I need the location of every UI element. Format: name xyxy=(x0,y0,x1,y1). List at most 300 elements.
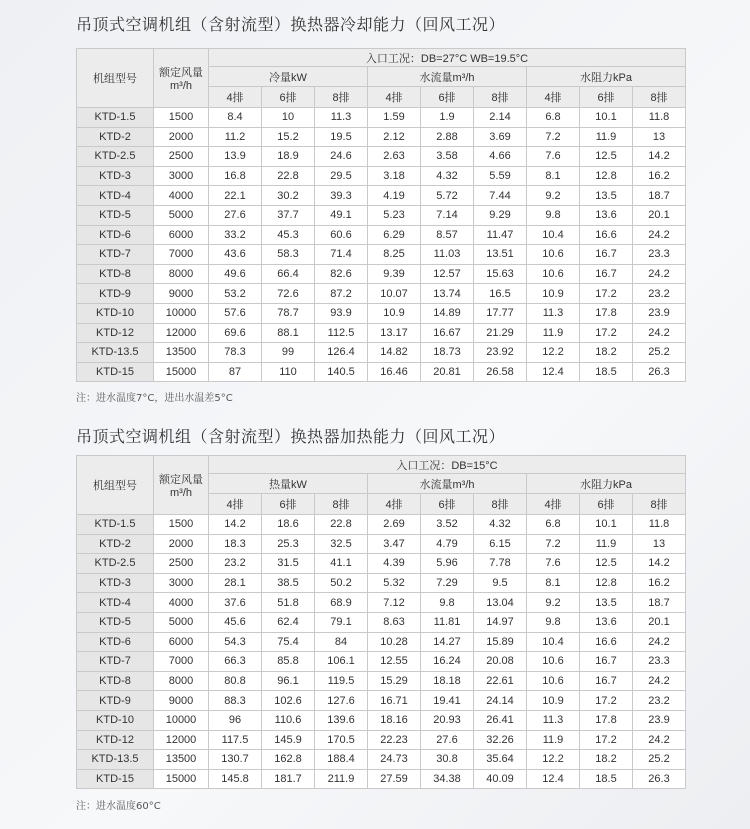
value-cell: 14.2 xyxy=(209,515,262,535)
header-rows: 6排 xyxy=(262,87,315,108)
value-cell: 3.18 xyxy=(368,166,421,186)
value-cell: 13500 xyxy=(154,750,209,770)
header-airflow xyxy=(154,49,209,108)
header-group: 水阻力kPa xyxy=(527,67,686,87)
value-cell: 15000 xyxy=(154,769,209,789)
model-cell: KTD-6 xyxy=(77,632,154,652)
value-cell: 18.2 xyxy=(580,343,633,363)
value-cell: 7.2 xyxy=(527,534,580,554)
model-cell: KTD-5 xyxy=(77,612,154,632)
value-cell: 66.3 xyxy=(209,652,262,672)
value-cell: 4.39 xyxy=(368,554,421,574)
value-cell: 35.64 xyxy=(474,750,527,770)
value-cell: 37.6 xyxy=(209,593,262,613)
model-cell: KTD-6 xyxy=(77,225,154,245)
header-rows: 8排 xyxy=(474,87,527,108)
model-cell: KTD-15 xyxy=(77,769,154,789)
table-row xyxy=(77,750,686,770)
value-cell: 10.6 xyxy=(527,264,580,284)
value-cell: 28.1 xyxy=(209,573,262,593)
table-row xyxy=(77,245,686,265)
value-cell: 18.5 xyxy=(580,769,633,789)
model-cell: KTD-2.5 xyxy=(77,147,154,167)
header-group: 冷量kW xyxy=(209,67,368,87)
value-cell: 7.29 xyxy=(421,573,474,593)
value-cell: 88.3 xyxy=(209,691,262,711)
value-cell: 24.2 xyxy=(633,671,686,691)
value-cell: 9.29 xyxy=(474,205,527,225)
value-cell: 11.2 xyxy=(209,127,262,147)
table-row xyxy=(77,225,686,245)
value-cell: 10.6 xyxy=(527,671,580,691)
value-cell: 9000 xyxy=(154,284,209,304)
value-cell: 7.6 xyxy=(527,554,580,574)
value-cell: 119.5 xyxy=(315,671,368,691)
value-cell: 8.25 xyxy=(368,245,421,265)
value-cell: 23.3 xyxy=(633,652,686,672)
value-cell: 23.3 xyxy=(633,245,686,265)
value-cell: 10.6 xyxy=(527,245,580,265)
value-cell: 23.2 xyxy=(633,691,686,711)
value-cell: 18.9 xyxy=(262,147,315,167)
value-cell: 11.81 xyxy=(421,612,474,632)
value-cell: 6000 xyxy=(154,225,209,245)
value-cell: 88.1 xyxy=(262,323,315,343)
value-cell: 16.7 xyxy=(580,264,633,284)
value-cell: 20.1 xyxy=(633,205,686,225)
table-row xyxy=(77,573,686,593)
value-cell: 11.47 xyxy=(474,225,527,245)
value-cell: 4.66 xyxy=(474,147,527,167)
value-cell: 8.63 xyxy=(368,612,421,632)
value-cell: 17.8 xyxy=(580,303,633,323)
value-cell: 45.6 xyxy=(209,612,262,632)
value-cell: 7.2 xyxy=(527,127,580,147)
header-model: 机组型号 xyxy=(77,49,154,108)
value-cell: 16.7 xyxy=(580,671,633,691)
value-cell: 16.67 xyxy=(421,323,474,343)
model-cell: KTD-5 xyxy=(77,205,154,225)
airflow-label: 额定风量 xyxy=(159,67,203,79)
value-cell: 99 xyxy=(262,343,315,363)
model-cell: KTD-1.5 xyxy=(77,515,154,535)
value-cell: 9000 xyxy=(154,691,209,711)
value-cell: 10.1 xyxy=(580,108,633,128)
heating-table-title: 吊顶式空调机组（含射流型）换热器加热能力（回风工况） xyxy=(76,427,506,446)
header-rows: 4排 xyxy=(368,494,421,515)
value-cell: 10000 xyxy=(154,303,209,323)
value-cell: 112.5 xyxy=(315,323,368,343)
value-cell: 145.8 xyxy=(209,769,262,789)
value-cell: 10.28 xyxy=(368,632,421,652)
value-cell: 23.9 xyxy=(633,303,686,323)
value-cell: 49.1 xyxy=(315,205,368,225)
value-cell: 126.4 xyxy=(315,343,368,363)
value-cell: 39.3 xyxy=(315,186,368,206)
cooling-table-title: 吊顶式空调机组（含射流型）换热器冷却能力（回风工况） xyxy=(76,15,506,34)
value-cell: 24.2 xyxy=(633,632,686,652)
value-cell: 7.12 xyxy=(368,593,421,613)
value-cell: 2000 xyxy=(154,534,209,554)
value-cell: 10.4 xyxy=(527,632,580,652)
value-cell: 6000 xyxy=(154,632,209,652)
value-cell: 8000 xyxy=(154,671,209,691)
value-cell: 87 xyxy=(209,362,262,382)
value-cell: 12.2 xyxy=(527,750,580,770)
value-cell: 10.6 xyxy=(527,652,580,672)
table-row xyxy=(77,205,686,225)
model-cell: KTD-2.5 xyxy=(77,554,154,574)
value-cell: 15.2 xyxy=(262,127,315,147)
header-group: 水流量m³/h xyxy=(368,474,527,494)
value-cell: 22.61 xyxy=(474,671,527,691)
value-cell: 26.41 xyxy=(474,710,527,730)
model-cell: KTD-8 xyxy=(77,671,154,691)
value-cell: 13.5 xyxy=(580,186,633,206)
value-cell: 1500 xyxy=(154,108,209,128)
value-cell: 10.9 xyxy=(368,303,421,323)
value-cell: 16.6 xyxy=(580,632,633,652)
model-cell: KTD-12 xyxy=(77,323,154,343)
value-cell: 5000 xyxy=(154,612,209,632)
value-cell: 12.55 xyxy=(368,652,421,672)
value-cell: 10000 xyxy=(154,710,209,730)
value-cell: 11.3 xyxy=(527,710,580,730)
value-cell: 78.7 xyxy=(262,303,315,323)
header-rows: 6排 xyxy=(580,87,633,108)
value-cell: 106.1 xyxy=(315,652,368,672)
value-cell: 16.2 xyxy=(633,573,686,593)
value-cell: 60.6 xyxy=(315,225,368,245)
value-cell: 117.5 xyxy=(209,730,262,750)
value-cell: 2000 xyxy=(154,127,209,147)
value-cell: 15.29 xyxy=(368,671,421,691)
header-rows: 4排 xyxy=(527,494,580,515)
value-cell: 7.6 xyxy=(527,147,580,167)
value-cell: 25.3 xyxy=(262,534,315,554)
header-rows: 4排 xyxy=(368,87,421,108)
value-cell: 10 xyxy=(262,108,315,128)
value-cell: 18.2 xyxy=(580,750,633,770)
value-cell: 11.9 xyxy=(527,730,580,750)
value-cell: 12.5 xyxy=(580,554,633,574)
value-cell: 3.47 xyxy=(368,534,421,554)
value-cell: 17.2 xyxy=(580,323,633,343)
value-cell: 12.8 xyxy=(580,166,633,186)
value-cell: 3000 xyxy=(154,166,209,186)
value-cell: 79.1 xyxy=(315,612,368,632)
value-cell: 17.2 xyxy=(580,691,633,711)
value-cell: 16.8 xyxy=(209,166,262,186)
value-cell: 12000 xyxy=(154,323,209,343)
value-cell: 16.7 xyxy=(580,652,633,672)
value-cell: 30.8 xyxy=(421,750,474,770)
value-cell: 17.77 xyxy=(474,303,527,323)
value-cell: 181.7 xyxy=(262,769,315,789)
table-row xyxy=(77,769,686,789)
value-cell: 9.8 xyxy=(421,593,474,613)
value-cell: 170.5 xyxy=(315,730,368,750)
value-cell: 96.1 xyxy=(262,671,315,691)
value-cell: 22.8 xyxy=(315,515,368,535)
cooling-capacity-table xyxy=(76,48,686,382)
value-cell: 162.8 xyxy=(262,750,315,770)
value-cell: 5.59 xyxy=(474,166,527,186)
value-cell: 49.6 xyxy=(209,264,262,284)
model-cell: KTD-12 xyxy=(77,730,154,750)
value-cell: 4.32 xyxy=(421,166,474,186)
value-cell: 13 xyxy=(633,534,686,554)
value-cell: 75.4 xyxy=(262,632,315,652)
value-cell: 17.2 xyxy=(580,730,633,750)
value-cell: 33.2 xyxy=(209,225,262,245)
value-cell: 45.3 xyxy=(262,225,315,245)
value-cell: 6.29 xyxy=(368,225,421,245)
value-cell: 23.2 xyxy=(633,284,686,304)
value-cell: 57.6 xyxy=(209,303,262,323)
value-cell: 9.39 xyxy=(368,264,421,284)
value-cell: 3000 xyxy=(154,573,209,593)
value-cell: 22.8 xyxy=(262,166,315,186)
table-row xyxy=(77,166,686,186)
table-row xyxy=(77,632,686,652)
value-cell: 18.5 xyxy=(580,362,633,382)
table-row xyxy=(77,612,686,632)
value-cell: 87.2 xyxy=(315,284,368,304)
value-cell: 1500 xyxy=(154,515,209,535)
table-row xyxy=(77,710,686,730)
model-cell: KTD-4 xyxy=(77,186,154,206)
value-cell: 26.58 xyxy=(474,362,527,382)
value-cell: 13.6 xyxy=(580,612,633,632)
value-cell: 32.26 xyxy=(474,730,527,750)
value-cell: 6.15 xyxy=(474,534,527,554)
model-cell: KTD-3 xyxy=(77,573,154,593)
value-cell: 71.4 xyxy=(315,245,368,265)
value-cell: 9.2 xyxy=(527,186,580,206)
airflow-unit: m³/h xyxy=(170,80,192,92)
value-cell: 82.6 xyxy=(315,264,368,284)
value-cell: 11.3 xyxy=(527,303,580,323)
table-row xyxy=(77,264,686,284)
value-cell: 12.4 xyxy=(527,769,580,789)
value-cell: 18.6 xyxy=(262,515,315,535)
header-group: 热量kW xyxy=(209,474,368,494)
airflow-label: 额定风量 xyxy=(159,474,203,486)
model-cell: KTD-3 xyxy=(77,166,154,186)
value-cell: 4.79 xyxy=(421,534,474,554)
value-cell: 10.1 xyxy=(580,515,633,535)
value-cell: 11.8 xyxy=(633,515,686,535)
value-cell: 7.78 xyxy=(474,554,527,574)
value-cell: 11.9 xyxy=(527,323,580,343)
value-cell: 25.2 xyxy=(633,343,686,363)
value-cell: 10.4 xyxy=(527,225,580,245)
value-cell: 6.8 xyxy=(527,108,580,128)
value-cell: 15.63 xyxy=(474,264,527,284)
value-cell: 140.5 xyxy=(315,362,368,382)
value-cell: 26.3 xyxy=(633,362,686,382)
value-cell: 14.2 xyxy=(633,147,686,167)
model-cell: KTD-4 xyxy=(77,593,154,613)
value-cell: 32.5 xyxy=(315,534,368,554)
value-cell: 18.7 xyxy=(633,186,686,206)
table-row xyxy=(77,593,686,613)
model-cell: KTD-8 xyxy=(77,264,154,284)
header-group: 水流量m³/h xyxy=(368,67,527,87)
heating-capacity-table xyxy=(76,455,686,789)
value-cell: 13.74 xyxy=(421,284,474,304)
value-cell: 7000 xyxy=(154,245,209,265)
value-cell: 22.1 xyxy=(209,186,262,206)
value-cell: 4.32 xyxy=(474,515,527,535)
heating-table-note: 注：进水温度60°C xyxy=(76,801,161,812)
value-cell: 20.08 xyxy=(474,652,527,672)
value-cell: 23.9 xyxy=(633,710,686,730)
value-cell: 15000 xyxy=(154,362,209,382)
value-cell: 16.71 xyxy=(368,691,421,711)
table-row xyxy=(77,362,686,382)
value-cell: 9.8 xyxy=(527,205,580,225)
value-cell: 24.2 xyxy=(633,264,686,284)
value-cell: 50.2 xyxy=(315,573,368,593)
value-cell: 13.9 xyxy=(209,147,262,167)
value-cell: 13500 xyxy=(154,343,209,363)
value-cell: 4000 xyxy=(154,593,209,613)
value-cell: 34.38 xyxy=(421,769,474,789)
value-cell: 6.8 xyxy=(527,515,580,535)
header-rows: 6排 xyxy=(580,494,633,515)
value-cell: 127.6 xyxy=(315,691,368,711)
value-cell: 12.8 xyxy=(580,573,633,593)
value-cell: 84 xyxy=(315,632,368,652)
value-cell: 102.6 xyxy=(262,691,315,711)
value-cell: 12.2 xyxy=(527,343,580,363)
value-cell: 29.5 xyxy=(315,166,368,186)
value-cell: 2.14 xyxy=(474,108,527,128)
value-cell: 2.12 xyxy=(368,127,421,147)
value-cell: 11.9 xyxy=(580,127,633,147)
value-cell: 18.16 xyxy=(368,710,421,730)
value-cell: 68.9 xyxy=(315,593,368,613)
value-cell: 16.2 xyxy=(633,166,686,186)
value-cell: 38.5 xyxy=(262,573,315,593)
value-cell: 69.6 xyxy=(209,323,262,343)
value-cell: 19.5 xyxy=(315,127,368,147)
value-cell: 1.59 xyxy=(368,108,421,128)
table-row xyxy=(77,671,686,691)
value-cell: 12.5 xyxy=(580,147,633,167)
value-cell: 5.96 xyxy=(421,554,474,574)
table-row xyxy=(77,691,686,711)
value-cell: 17.8 xyxy=(580,710,633,730)
value-cell: 18.7 xyxy=(633,593,686,613)
value-cell: 13.51 xyxy=(474,245,527,265)
value-cell: 7000 xyxy=(154,652,209,672)
value-cell: 5.72 xyxy=(421,186,474,206)
value-cell: 22.23 xyxy=(368,730,421,750)
value-cell: 16.5 xyxy=(474,284,527,304)
value-cell: 16.7 xyxy=(580,245,633,265)
value-cell: 19.41 xyxy=(421,691,474,711)
header-rows: 8排 xyxy=(315,87,368,108)
value-cell: 62.4 xyxy=(262,612,315,632)
value-cell: 2.88 xyxy=(421,127,474,147)
header-condition: 入口工况：DB=27°C WB=19.5°C xyxy=(209,49,686,67)
value-cell: 9.2 xyxy=(527,593,580,613)
header-rows: 8排 xyxy=(633,87,686,108)
value-cell: 5.32 xyxy=(368,573,421,593)
value-cell: 24.6 xyxy=(315,147,368,167)
header-rows: 4排 xyxy=(527,87,580,108)
table-row xyxy=(77,554,686,574)
table-row xyxy=(77,652,686,672)
value-cell: 23.92 xyxy=(474,343,527,363)
table-row xyxy=(77,730,686,750)
value-cell: 7.14 xyxy=(421,205,474,225)
cooling-table-note: 注：进水温度7°C，进出水温差5°C xyxy=(76,393,233,404)
model-cell: KTD-10 xyxy=(77,710,154,730)
value-cell: 14.89 xyxy=(421,303,474,323)
value-cell: 8.4 xyxy=(209,108,262,128)
model-cell: KTD-13.5 xyxy=(77,343,154,363)
value-cell: 21.29 xyxy=(474,323,527,343)
value-cell: 80.8 xyxy=(209,671,262,691)
value-cell: 96 xyxy=(209,710,262,730)
value-cell: 9.5 xyxy=(474,573,527,593)
value-cell: 211.9 xyxy=(315,769,368,789)
value-cell: 2.69 xyxy=(368,515,421,535)
value-cell: 24.2 xyxy=(633,730,686,750)
value-cell: 8000 xyxy=(154,264,209,284)
value-cell: 10.9 xyxy=(527,284,580,304)
value-cell: 13.5 xyxy=(580,593,633,613)
value-cell: 51.8 xyxy=(262,593,315,613)
value-cell: 20.93 xyxy=(421,710,474,730)
value-cell: 18.18 xyxy=(421,671,474,691)
value-cell: 27.6 xyxy=(421,730,474,750)
value-cell: 11.03 xyxy=(421,245,474,265)
value-cell: 2500 xyxy=(154,147,209,167)
value-cell: 3.58 xyxy=(421,147,474,167)
value-cell: 110 xyxy=(262,362,315,382)
value-cell: 10.9 xyxy=(527,691,580,711)
value-cell: 5000 xyxy=(154,205,209,225)
table-row xyxy=(77,186,686,206)
value-cell: 23.2 xyxy=(209,554,262,574)
value-cell: 12.57 xyxy=(421,264,474,284)
header-model: 机组型号 xyxy=(77,456,154,515)
value-cell: 8.1 xyxy=(527,166,580,186)
header-rows: 8排 xyxy=(633,494,686,515)
value-cell: 20.81 xyxy=(421,362,474,382)
value-cell: 3.69 xyxy=(474,127,527,147)
value-cell: 14.2 xyxy=(633,554,686,574)
header-rows: 4排 xyxy=(209,87,262,108)
header-condition: 入口工况：DB=15°C xyxy=(209,456,686,474)
value-cell: 9.8 xyxy=(527,612,580,632)
value-cell: 24.2 xyxy=(633,225,686,245)
header-group: 水阻力kPa xyxy=(527,474,686,494)
table-row xyxy=(77,108,686,128)
header-rows: 6排 xyxy=(421,494,474,515)
value-cell: 66.4 xyxy=(262,264,315,284)
value-cell: 93.9 xyxy=(315,303,368,323)
value-cell: 11.9 xyxy=(580,534,633,554)
value-cell: 3.52 xyxy=(421,515,474,535)
value-cell: 13 xyxy=(633,127,686,147)
value-cell: 31.5 xyxy=(262,554,315,574)
